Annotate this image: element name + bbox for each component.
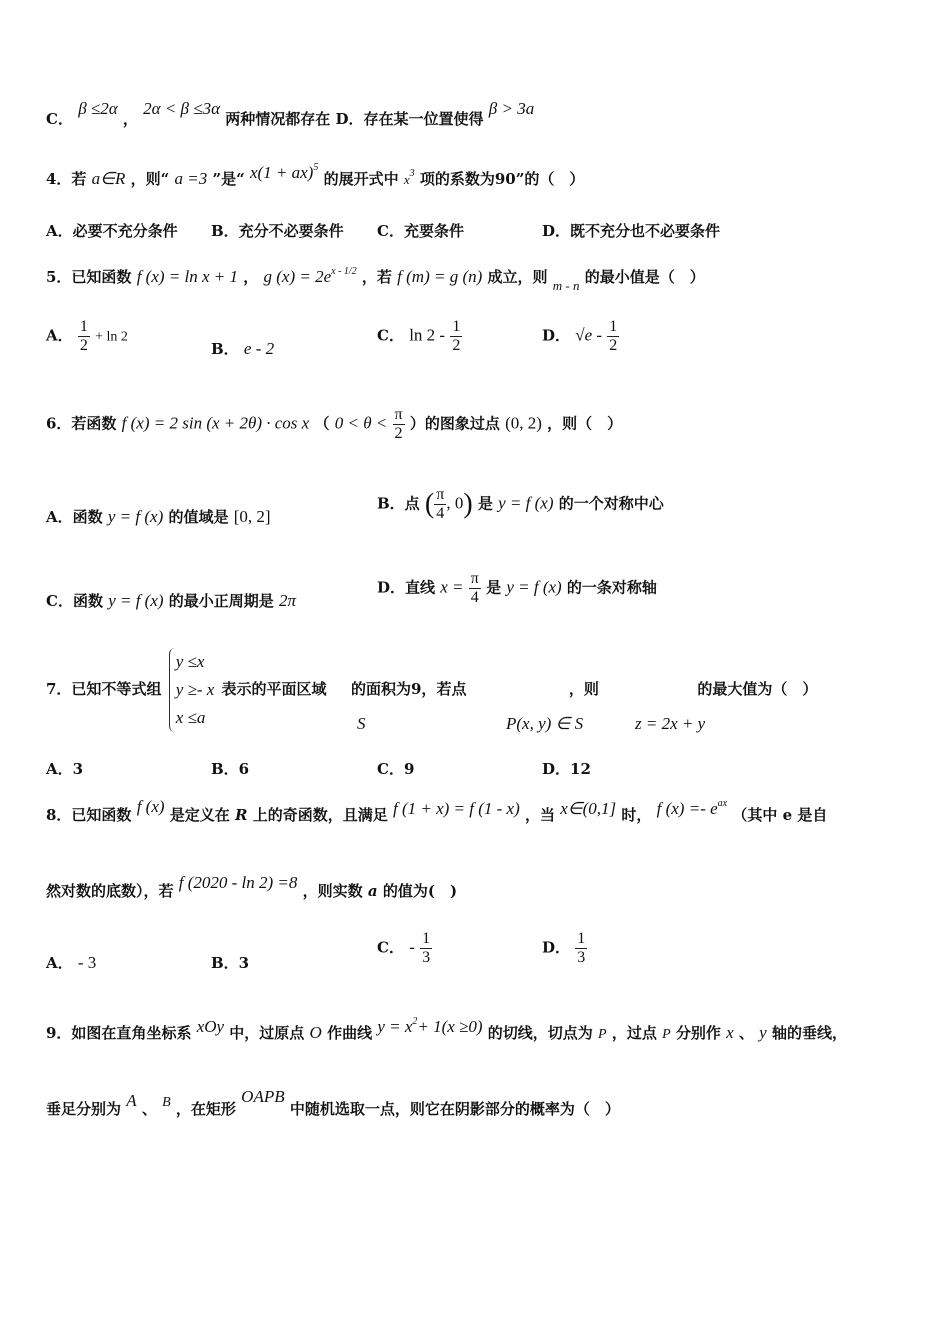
q8-a-label: A． [46,954,73,972]
q9-text4: ，过点 [611,1024,657,1042]
q5-c-head: ln 2 - [409,325,446,345]
q7-text2: 的面积为9，若点 [351,680,467,698]
q7-ineq-3: x ≤a [175,708,206,727]
q4-math-a-eq-3: a =3 [174,169,208,188]
q6-text3: ，则（ ） [547,414,623,433]
q3-option-cd [46,99,535,129]
q8-text4: 时， [621,806,652,824]
q5-c-frac: $\frac{1}{2}$ [452,318,461,354]
q6-d-text2: 的一条对称轴 [566,578,657,597]
q8-option-c[interactable] [377,930,432,967]
q6-cond-head: 0 < θ < [334,413,388,433]
q3-c-label: C． [46,110,73,128]
q6-option-c[interactable] [46,590,296,611]
q7-system [169,648,215,732]
q7-math-s: S [357,714,366,733]
q9-line2-c: 中随机选取一点，则它在阴影部分的概率为（ ） [289,1100,620,1118]
q5-b-value: e - 2 [243,339,275,358]
q4-text1: ，则“ [130,170,170,188]
q6-d-math: y = f (x) [506,577,562,597]
q3-c-math1: β ≤2α [78,99,118,118]
q8-text2: 上的奇函数，且满足 [252,806,388,824]
q9-text6: 、 [738,1024,754,1042]
q5-d-label: D． [542,326,571,345]
q6-b-tail: , 0 [446,493,464,513]
q9-math-y: y [759,1023,767,1042]
q5-number: 5．已知函数 [46,268,132,286]
q3-c-math2: 2α < β ≤3α [143,99,221,118]
q9-stem [46,1016,847,1043]
q5-option-d[interactable] [542,318,619,355]
q6-a-math: y = f (x) [107,507,164,526]
q5-b-label: B． [211,340,239,358]
q8-text3: ，当 [525,806,556,824]
q4-option-b[interactable]: B．充分不必要条件 [211,222,344,240]
q4-math-expansion: x(1 + ax)$^5$ [249,162,319,182]
q9-line2-a: 垂足分别为 [46,1100,122,1118]
q7-math-p: P(x, y) ∈ S [506,714,584,733]
q9-math-b: B [162,1095,171,1110]
q5-text1: ，若 [361,268,392,286]
q6-cond-frac: $\frac{\pi}{2}$ [394,406,403,442]
q6-d-text: 是 [486,578,502,597]
q8-c-frac: $\frac{1}{3}$ [422,930,431,966]
q5-text2: 成立，则 [487,268,548,286]
q6-c-math: y = f (x) [108,591,164,610]
q4-option-d[interactable]: D．既不充分也不必要条件 [542,222,721,240]
q9-math-p: P [598,1027,607,1042]
q6-option-d[interactable] [377,570,657,607]
q8-line2-c: 的值为( ) [382,882,458,900]
q6-text2: ）的图象过点 [409,414,500,433]
q9-text5: 分别作 [675,1024,721,1042]
q4-text2: ”是“ [212,170,245,188]
q8-math-val: f (2020 - ln 2) =8 [178,873,298,892]
q7-option-a[interactable]: A．3 [46,760,84,778]
q3-c-text: 两种情况都存在 [225,110,331,128]
q4-text3: 的展开式中 [323,170,399,188]
q7-ineq-1: y ≤x [175,652,205,671]
q8-line2-b: ，则实数 [302,882,363,900]
q5-a-tail: + ln 2 [95,329,128,345]
q6-point: (0, 2) [505,413,542,433]
q9-math-p2: P [662,1027,671,1042]
q4-text4: 项的系数为90”的（ ） [419,170,585,188]
q6-b-frac: $\frac{\pi}{4}$ [436,486,445,522]
q5-sep: ， [243,268,259,286]
q8-stem-line2 [46,873,458,901]
q5-c-label: C． [377,326,404,345]
q6-b-text: 是 [477,494,493,513]
q7-ineq-2: y ≥- x [175,680,215,699]
q6-option-a[interactable] [46,506,271,527]
q6-text1: （ [314,414,330,433]
q8-line2-a: 然对数的底数），若 [46,882,174,900]
q4-stem [46,162,585,189]
q6-stem [46,406,622,443]
q9-text1: 中，过原点 [229,1024,305,1042]
q8-math-eq: f (1 + x) = f (1 - x) [392,799,520,818]
q5-text3: 的最小值是（ ） [584,268,705,286]
q6-b-rparen: ) [463,488,473,520]
q8-R: R [235,806,248,824]
q9-math-a: A [126,1091,137,1110]
q8-text5: （其中 e 是自 [732,806,828,824]
q6-b-label: B．点 [377,494,420,513]
q9-sep: 、 [141,1100,157,1118]
q4-option-a[interactable]: A．必要不充分条件 [46,222,178,240]
q5-math-cond: f (m) = g (n) [397,267,483,286]
q8-a-value: - 3 [77,953,97,972]
q5-math-g: g $(x) = 2e^{x - 1/2}$ [263,266,357,286]
q7-text1: 表示的平面区域 [221,680,327,698]
q5-d-frac: $\frac{1}{2}$ [609,318,618,354]
q8-option-a[interactable] [46,952,96,973]
q6-a-label: A．函数 [46,508,103,526]
q5-option-c[interactable] [377,318,462,355]
q4-option-c[interactable]: C．充要条件 [377,222,464,240]
q9-math-xoy: xOy [196,1017,225,1036]
q3-d-math: β > 3a [488,99,535,118]
q8-math-def: f $(x) =- e^{ax}$ [656,798,728,818]
q9-math-o: O [309,1023,322,1042]
q5-math-f: f (x) = ln x + 1 [136,267,238,286]
q5-option-b[interactable] [211,338,274,359]
q7-math-z: z = 2x + y [635,714,706,733]
q7-option-b[interactable]: B．6 [211,760,250,778]
q9-math-x: x [726,1023,734,1042]
q7-text3: ，则 [568,680,599,698]
q8-option-d[interactable] [542,930,587,967]
q8-c-head: - [409,937,415,957]
q9-text2: 作曲线 [327,1024,373,1042]
q9-math-curve: $y = x^2+ 1(x \ge 0)$ [377,1016,483,1036]
q5-d-head: √e - [575,325,603,345]
q6-b-lparen: ( [424,488,435,520]
q8-number: 8．已知函数 [46,806,132,824]
q4-math-a-in-r: a∈R [91,169,126,188]
q9-line2-b: ，在矩形 [175,1100,236,1118]
q6-number: 6．若函数 [46,414,117,433]
q8-option-b[interactable]: B．3 [211,954,250,972]
q5-option-a[interactable] [46,318,128,355]
q6-a-text: 的值域是 [168,508,229,526]
q6-c-label: C．函数 [46,592,103,610]
q6-c-text: 的最小正周期是 [168,592,274,610]
q6-b-math: y = f (x) [498,493,554,513]
q9-math-rect: OAPB [241,1087,285,1106]
q3-d-label: D．存在某一位置使得 [335,110,484,128]
q8-d-label: D． [542,938,571,957]
q4-math-x3: $x^3$ [403,168,415,187]
q5-math-mn: m - n [552,278,580,293]
q8-math-fx: f (x) [136,797,165,816]
q9-stem-line2 [46,1087,620,1119]
q9-text3: 的切线，切点为 [487,1024,593,1042]
q5-a-label: A． [46,326,73,345]
q6-b-text2: 的一个对称中心 [558,494,664,513]
q8-d-frac: $\frac{1}{3}$ [577,930,586,966]
q6-c-value: 2π [279,591,297,610]
q8-math-domain: x∈(0,1] [560,799,617,818]
q3-c-comma: ， [122,110,138,128]
q7-option-d[interactable]: D．12 [542,760,591,778]
q6-d-head: x = [440,577,464,597]
q5-a-frac: $\frac{1}{2}$ [79,318,88,354]
q6-math-f: f (x) = 2 sin (x + 2θ) · cos x [121,413,310,433]
q6-option-b[interactable] [377,486,664,523]
q6-a-range: [0, 2] [233,507,271,526]
q5-stem [46,266,705,293]
q9-number: 9．如图在直角坐标系 [46,1024,192,1042]
q6-d-label: D．直线 [377,578,436,597]
q8-a: a [367,882,378,900]
q7-number: 7．已知不等式组 [46,680,162,698]
q8-text1: 是定义在 [169,806,230,824]
q4-number: 4．若 [46,170,87,188]
q8-c-label: C． [377,938,404,957]
q8-stem [46,797,828,825]
q6-d-frac: $\frac{\pi}{4}$ [470,570,479,606]
q9-text7: 轴的垂线， [771,1024,847,1042]
q7-text4: 的最大值为（ ） [697,680,818,698]
q7-option-c[interactable]: C．9 [377,760,415,778]
